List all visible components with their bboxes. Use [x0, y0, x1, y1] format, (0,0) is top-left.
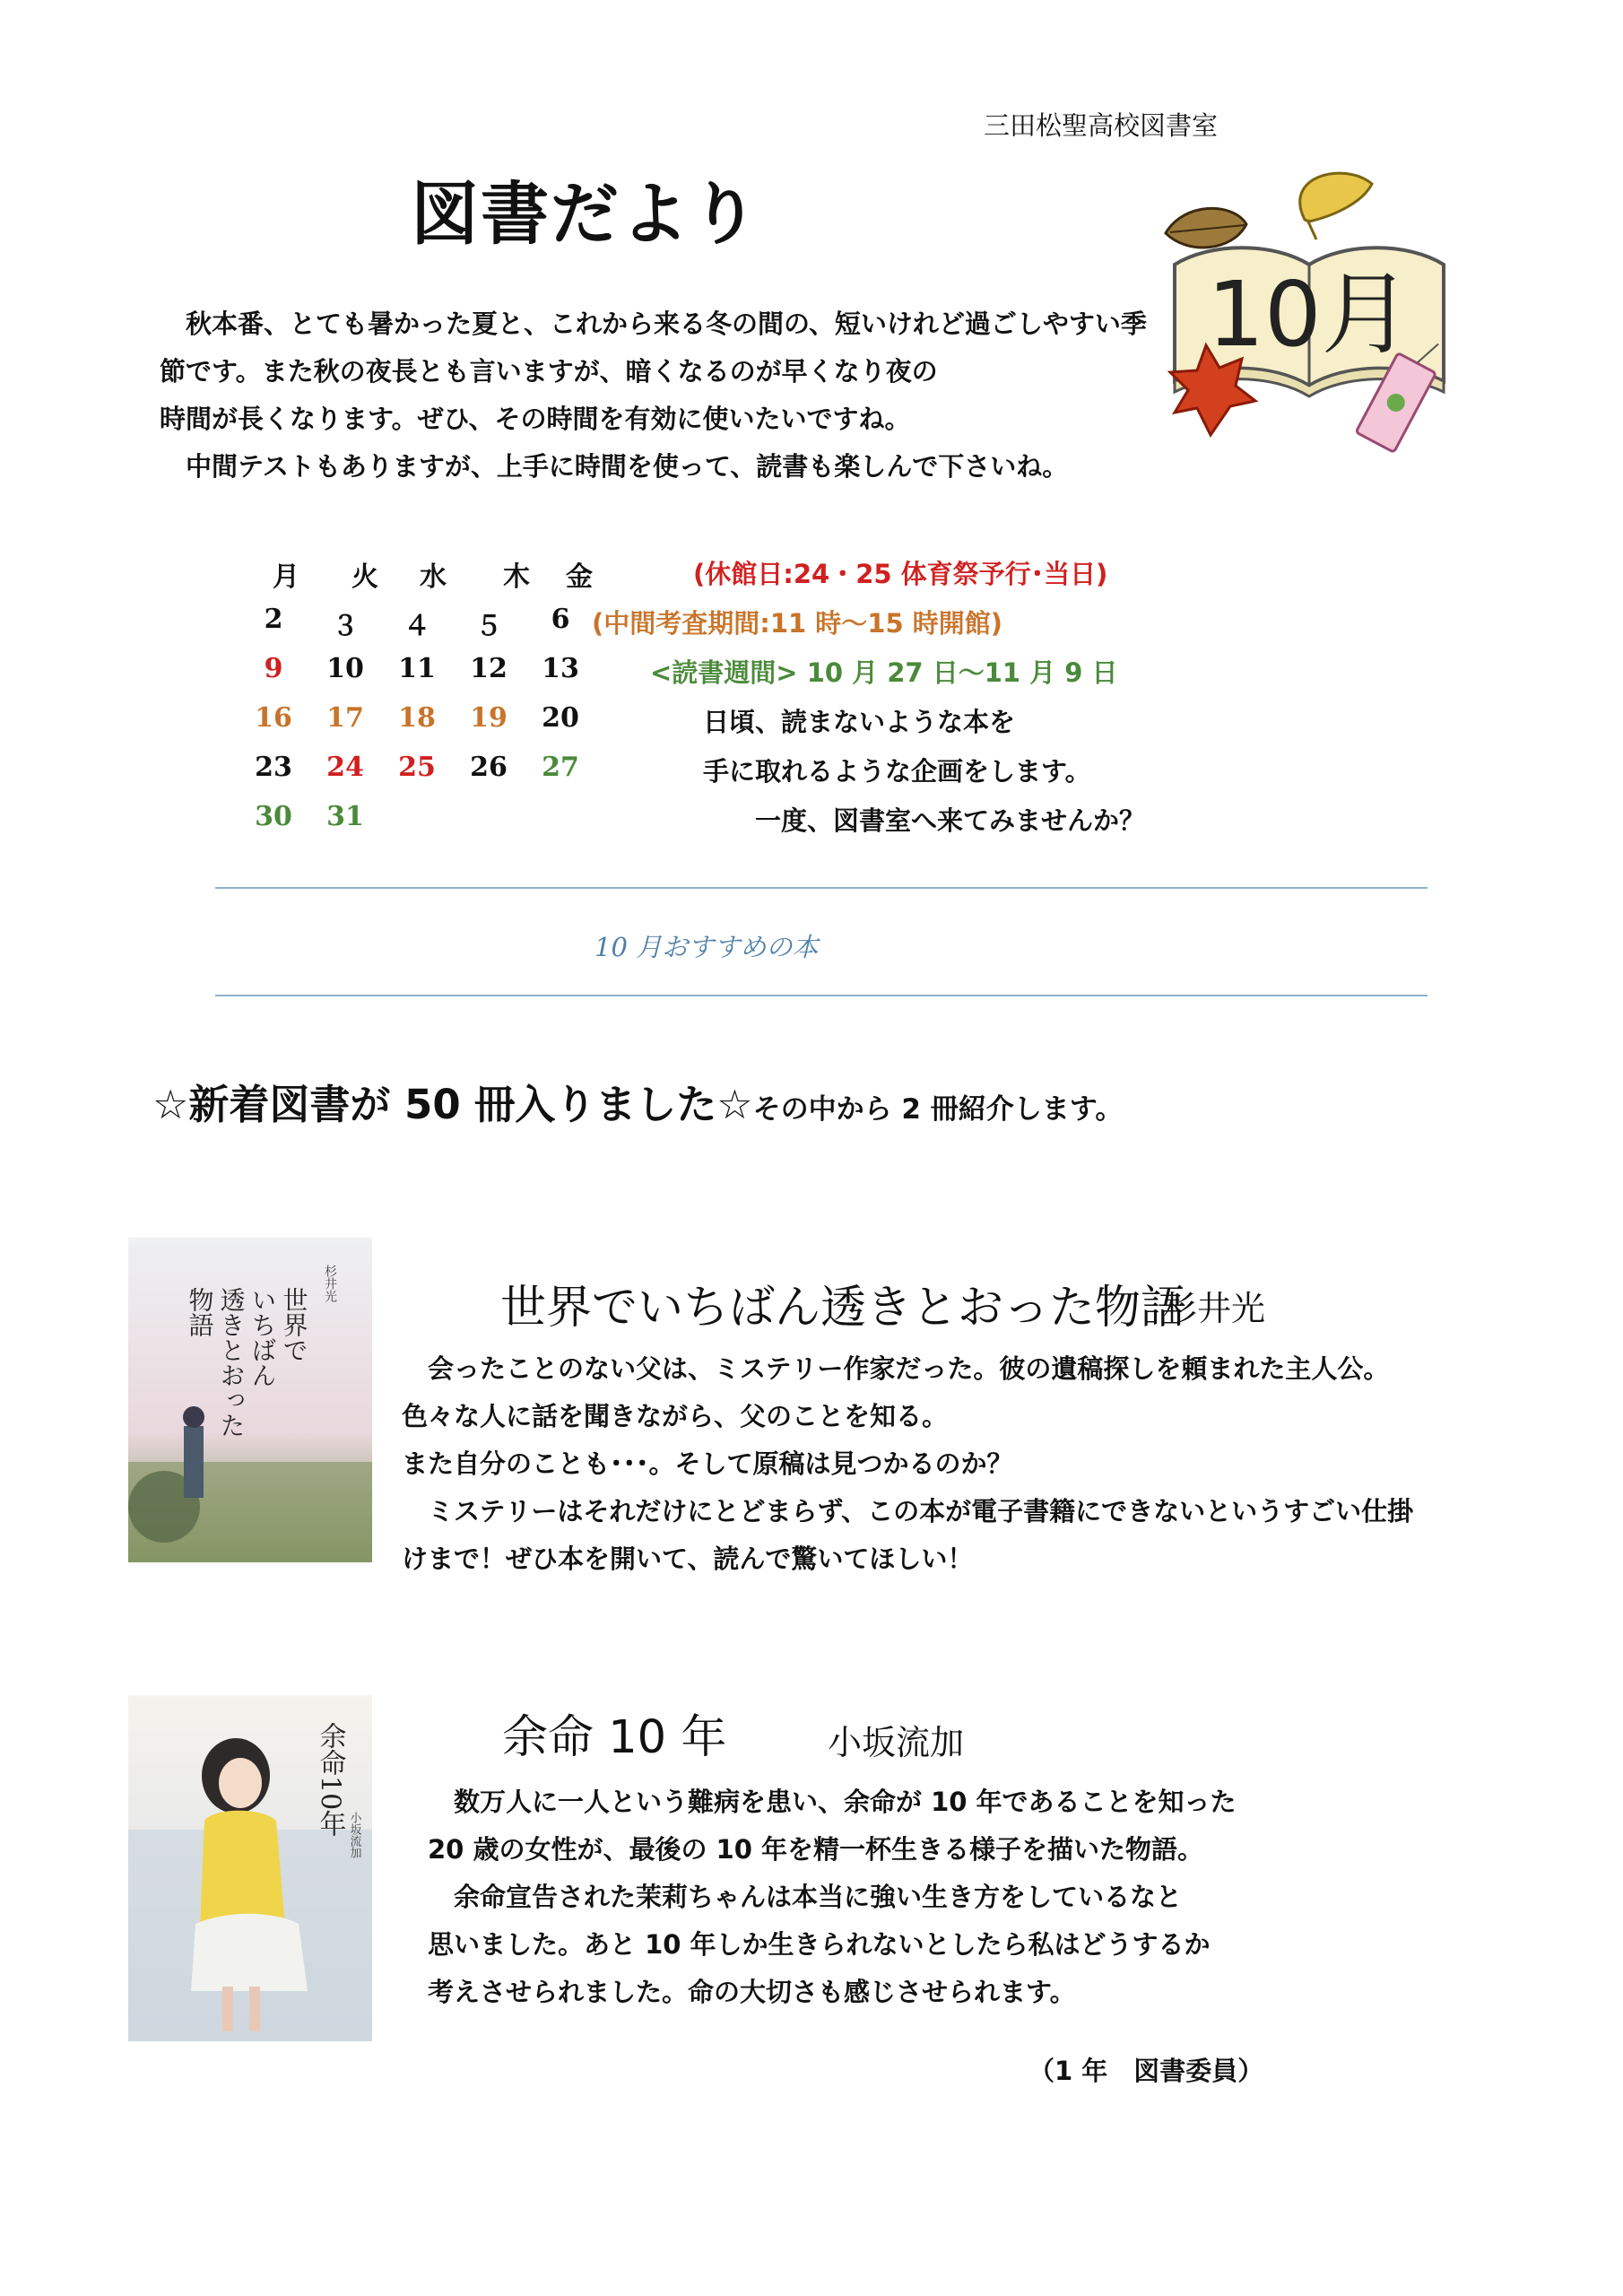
book-author-2: 小坂流加: [828, 1723, 965, 1762]
calendar-day: ３: [332, 611, 359, 642]
book-title-2: 余命 10 年: [502, 1711, 727, 1764]
weekday-fri: 金: [566, 561, 593, 593]
new-books-heading: [152, 1072, 1123, 1130]
calendar-day: 26: [470, 752, 508, 783]
cover-title-2: いちばん: [247, 1287, 278, 1387]
calendar-day: 10: [326, 653, 364, 684]
calendar-day: 30: [255, 801, 292, 832]
intro-line: 節です。また秋の夜長とも言いますが、暗くなるのが早くなり夜の: [160, 356, 938, 387]
calendar-day: 2: [264, 604, 283, 635]
new-books-main: ☆新着図書が 50 冊入りました☆: [152, 1081, 753, 1128]
ginkgo-leaf-icon: [1300, 173, 1372, 222]
cover-title-4: 物語: [185, 1287, 215, 1337]
calendar-day: 20: [542, 702, 579, 734]
calendar-day: 19: [470, 702, 508, 734]
desc-line: けまで！ぜひ本を開いて、読んで驚いてほしい！: [402, 1544, 974, 1574]
calendar-day: 27: [542, 752, 579, 783]
reading-week-note: <読書週間> 10 月 27 日～11 月 9 日: [650, 657, 1118, 688]
weekday-wed: 水: [420, 561, 447, 593]
intro-line: 秋本番、とても暑かった夏と、これから来る冬の間の、短いけれど過ごしやすい季: [160, 309, 1147, 339]
calendar-day: 13: [542, 653, 579, 684]
event-note-1: 日頃、読まないような本を: [703, 707, 1016, 737]
desc-line: 色々な人に話を聞きながら、父のことを知る。: [402, 1401, 949, 1431]
divider-top: [215, 887, 1428, 889]
intro-line: 中間テストもありますが、上手に時間を使って、読書も楽しんで下さいね。: [160, 451, 1069, 482]
library-name: 三田松聖高校図書室: [984, 110, 1219, 141]
credit: （1 年 図書委員）: [1028, 2056, 1264, 2086]
calendar-day: ５: [475, 611, 502, 642]
calendar-day: 12: [470, 653, 508, 684]
book-cover-1: [128, 1238, 372, 1562]
calendar-day: 11: [398, 653, 436, 684]
desc-line: また自分のことも･･･。そして原稿は見つかるのか？: [402, 1448, 1013, 1479]
cover-author-2: 小坂流加: [347, 1812, 361, 1858]
closed-days-note: (休館日:24・25 体育祭予行･当日): [693, 559, 1108, 589]
desc-line: 会ったことのない父は、ミステリー作家だった。彼の遺稿探しを頼まれた主人公。: [402, 1353, 1390, 1384]
calendar-day: 23: [255, 752, 292, 783]
calendar-day: 18: [398, 702, 436, 734]
calendar-day: 24: [326, 752, 364, 783]
book-author-1: 杉井光: [1163, 1289, 1266, 1328]
weekday-tue: 火: [352, 561, 378, 593]
cover-title-1: 世界で: [279, 1287, 309, 1362]
desc-line: 余命宣告された茉莉ちゃんは本当に強い生き方をしているなと: [428, 1882, 1183, 1912]
weekday-thu: 木: [503, 561, 530, 593]
recommend-heading: 10 月おすすめの本: [595, 932, 819, 962]
intro-line: 時間が長くなります。ぜひ、その時間を有効に使いたいですね。: [160, 404, 911, 434]
cover-author-1: 杉井光: [323, 1265, 337, 1302]
desc-line: 考えさせられました。命の大切さも感じさせられます。: [428, 1977, 1076, 2007]
new-books-sub: その中から 2 冊紹介します。: [752, 1093, 1124, 1126]
cover-title-3: 透きとおった: [216, 1287, 247, 1438]
desc-line: 思いました。あと 10 年しか生きられないとしたら私はどうするか: [428, 1929, 1211, 1960]
month-badge-text: 10月: [1207, 262, 1411, 367]
calendar-day: ４: [404, 611, 430, 642]
desc-line: ミステリーはそれだけにとどまらず、この本が電子書籍にできないというすごい仕掛: [402, 1496, 1414, 1526]
desc-line: 数万人に一人という難病を患い、余命が 10 年であることを知った: [428, 1787, 1237, 1817]
event-note-3: 一度、図書室へ来てみませんか？: [755, 805, 1146, 836]
intro-paragraph: [160, 300, 1147, 491]
desc-line: 20 歳の女性が、最後の 10 年を精一杯生きる様子を描いた物語。: [428, 1834, 1204, 1865]
event-note-2: 手に取れるような企画をします。: [703, 756, 1091, 787]
calendar-day: 17: [326, 702, 364, 734]
calendar-day: 25: [398, 752, 436, 783]
weekday-mon: 月: [273, 561, 299, 593]
midterm-note: (中間考査期間:11 時～15 時開館): [592, 608, 1003, 639]
calendar-day: 6: [551, 604, 570, 635]
divider-bottom: [215, 995, 1428, 996]
book-description-2: [428, 1779, 1237, 2016]
calendar-day: 9: [264, 653, 283, 684]
calendar-day: 31: [326, 801, 364, 832]
book-description-1: [402, 1345, 1413, 1583]
book-cover-2: [128, 1695, 372, 2041]
cover-title: 余命10年: [314, 1722, 346, 1838]
month-badge-illustration: [1157, 166, 1462, 453]
page-title: 図書だより: [411, 174, 760, 254]
calendar-day: 16: [255, 702, 292, 734]
book-title-1: 世界でいちばん透きとおった物語: [500, 1282, 1187, 1335]
